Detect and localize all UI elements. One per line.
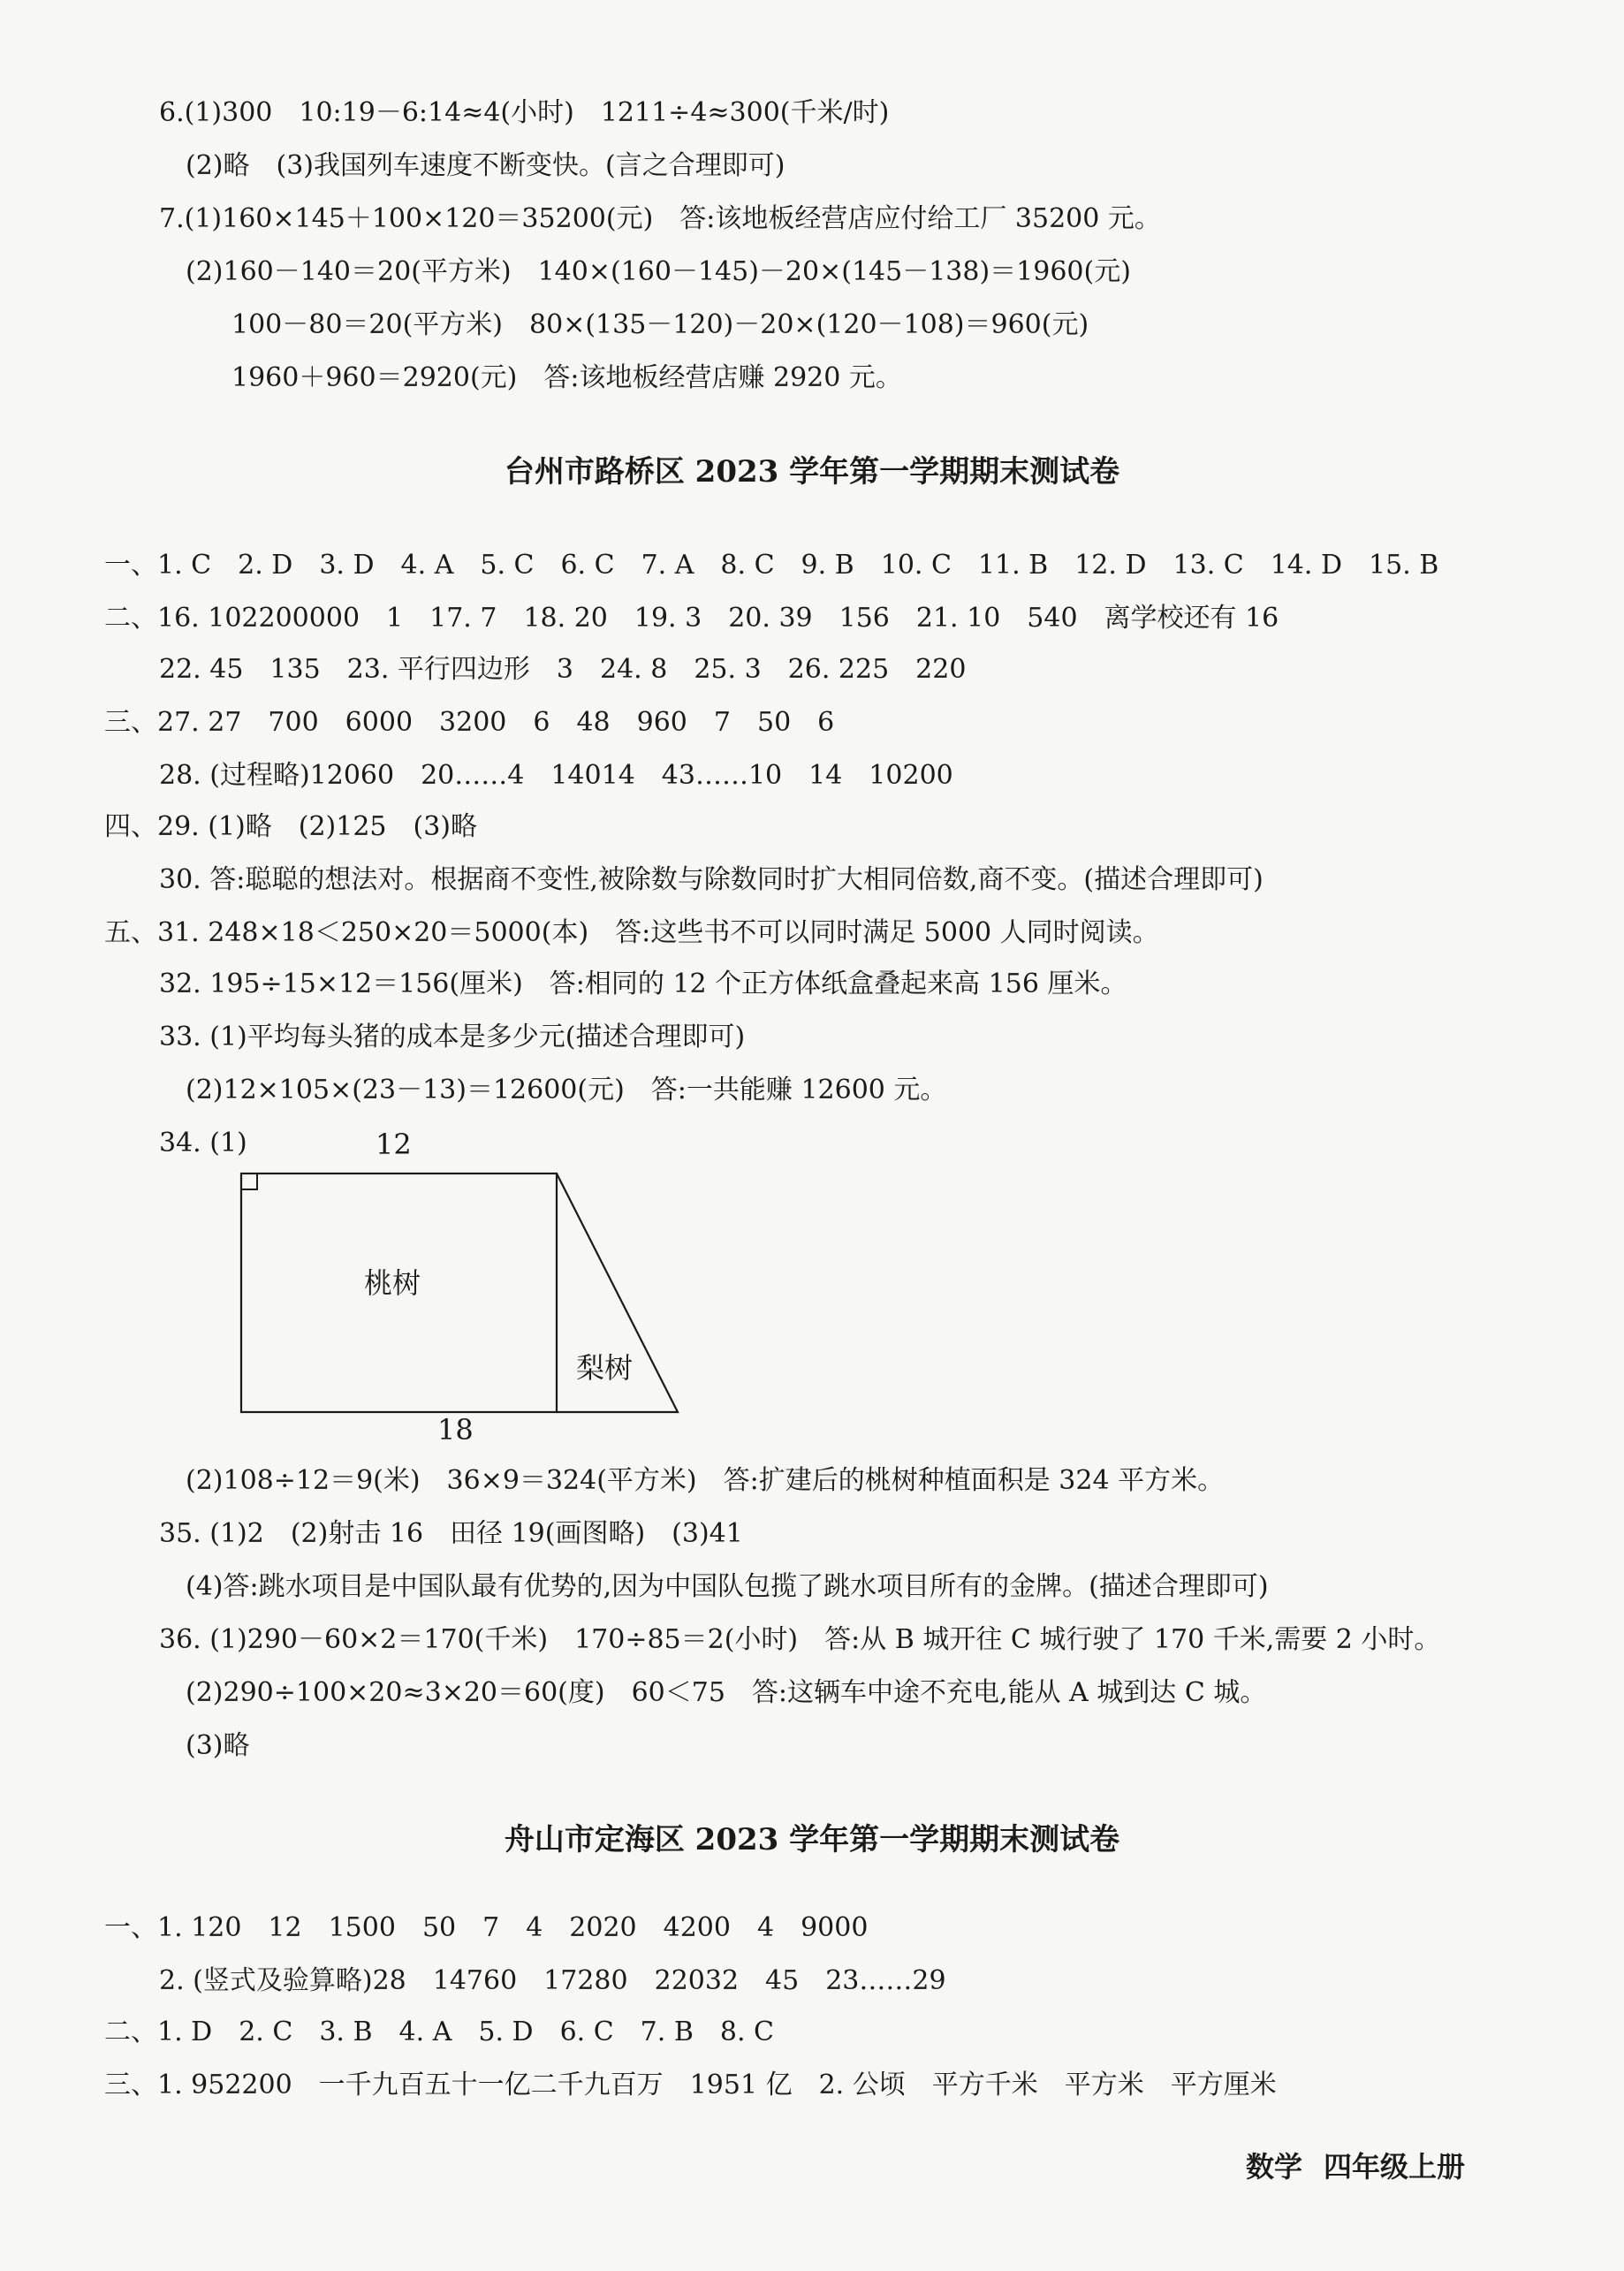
- s1-line5: 28. (过程略)12060 20……4 14014 43……10 14 10200: [159, 760, 953, 791]
- s1-line11: (2)12×105×(23－13)＝12600(元) 答:一共能赚 12600 元。: [186, 1075, 947, 1105]
- s1-line7: 30. 答:聪聪的想法对。根据商不变性,被除数与除数同时扩大相同倍数,商不变。(描述合理即可): [159, 864, 1264, 895]
- q6-line1: 6.(1)300 10:19－6:14≈4(小时) 1211÷4≈300(千米/时): [159, 97, 890, 128]
- s1-line3: 22. 45 135 23. 平行四边形 3 24. 8 25. 3 26. 225 220: [159, 654, 967, 685]
- q7-line3: 100－80＝20(平方米) 80×(135－120)－20×(120－108)＝960(元): [231, 309, 1089, 340]
- s1-line9: 32. 195÷15×12＝156(厘米) 答:相同的 12 个正方体纸盒叠起来高 156 厘米。: [159, 968, 1127, 999]
- section-title-luqiao: 台州市路桥区 2023 学年第一学期期末测试卷: [504, 454, 1120, 490]
- s2-line4: 三、1. 952200 一千九百五十一亿二千九百万 1951 亿 2. 公顷 平方千米 平方米 平方厘米: [104, 2070, 1277, 2100]
- q7-line2: (2)160－140＝20(平方米) 140×(160－145)－20×(145－138)＝1960(元): [186, 256, 1131, 287]
- s2-line3: 二、1. D 2. C 3. B 4. A 5. D 6. C 7. B 8. C: [104, 2017, 774, 2047]
- page-footer: [1225, 2147, 1465, 2186]
- section-title-dinghai: 舟山市定海区 2023 学年第一学期期末测试卷: [504, 1822, 1120, 1857]
- footer-subject: 数学: [1245, 2150, 1302, 2184]
- s2-line2: 2. (竖式及验算略)28 14760 17280 22032 45 23……29: [159, 1965, 946, 1996]
- right-angle-mark: [241, 1173, 257, 1189]
- s1-line13: (2)108÷12＝9(米) 36×9＝324(平方米) 答:扩建后的桃树种植面积是 324 平方米。: [186, 1465, 1225, 1496]
- figure-peach-label: 桃树: [364, 1266, 421, 1300]
- s1-line14: 35. (1)2 (2)射击 16 田径 19(画图略) (3)41: [159, 1518, 743, 1549]
- q7-line1: 7.(1)160×145＋100×120＝35200(元) 答:该地板经营店应付给工厂 35200 元。: [159, 203, 1161, 234]
- s1-line2: 二、16. 102200000 1 17. 7 18. 20 19. 3 20. 39 156 21. 10 540 离学校还有 16: [104, 603, 1279, 634]
- s2-line1: 一、1. 120 12 1500 50 7 4 2020 4200 4 9000: [104, 1912, 869, 1943]
- s1-line1: 一、1. C 2. D 3. D 4. A 5. C 6. C 7. A 8. C 9. B 10. C 11. B 12. D 13. C 14. D 15. B: [104, 550, 1439, 581]
- s1-line12: 34. (1): [159, 1128, 247, 1158]
- q7-line4: 1960＋960＝2920(元) 答:该地板经营店赚 2920 元。: [231, 362, 902, 393]
- s1-line16: 36. (1)290－60×2＝170(千米) 170÷85＝2(小时) 答:从 B 城开往 C 城行驶了 170 千米,需要 2 小时。: [159, 1624, 1441, 1655]
- s1-line4: 三、27. 27 700 6000 3200 6 48 960 7 50 6: [104, 707, 835, 738]
- footer-grade: 四年级上册: [1323, 2150, 1465, 2184]
- s1-line18: (3)略: [186, 1730, 250, 1761]
- s1-line15: (4)答:跳水项目是中国队最有优势的,因为中国队包揽了跳水项目所有的金牌。(描述合理即可): [186, 1571, 1269, 1602]
- q6-line2: (2)略 (3)我国列车速度不断变快。(言之合理即可): [186, 150, 785, 181]
- figure-pear-label: 梨树: [576, 1351, 634, 1385]
- s1-line17: (2)290÷100×20≈3×20＝60(度) 60＜75 答:这辆车中途不充电,能从 A 城到达 C 城。: [186, 1677, 1267, 1708]
- s1-line8: 五、31. 248×18＜250×20＝5000(本) 答:这些书不可以同时满足 5000 人同时阅读。: [104, 917, 1159, 948]
- s1-line10: 33. (1)平均每头猪的成本是多少元(描述合理即可): [159, 1022, 746, 1052]
- figure-bottom-length: 18: [437, 1413, 474, 1447]
- figure-top-length: 12: [376, 1128, 412, 1161]
- s1-line6: 四、29. (1)略 (2)125 (3)略: [104, 811, 477, 842]
